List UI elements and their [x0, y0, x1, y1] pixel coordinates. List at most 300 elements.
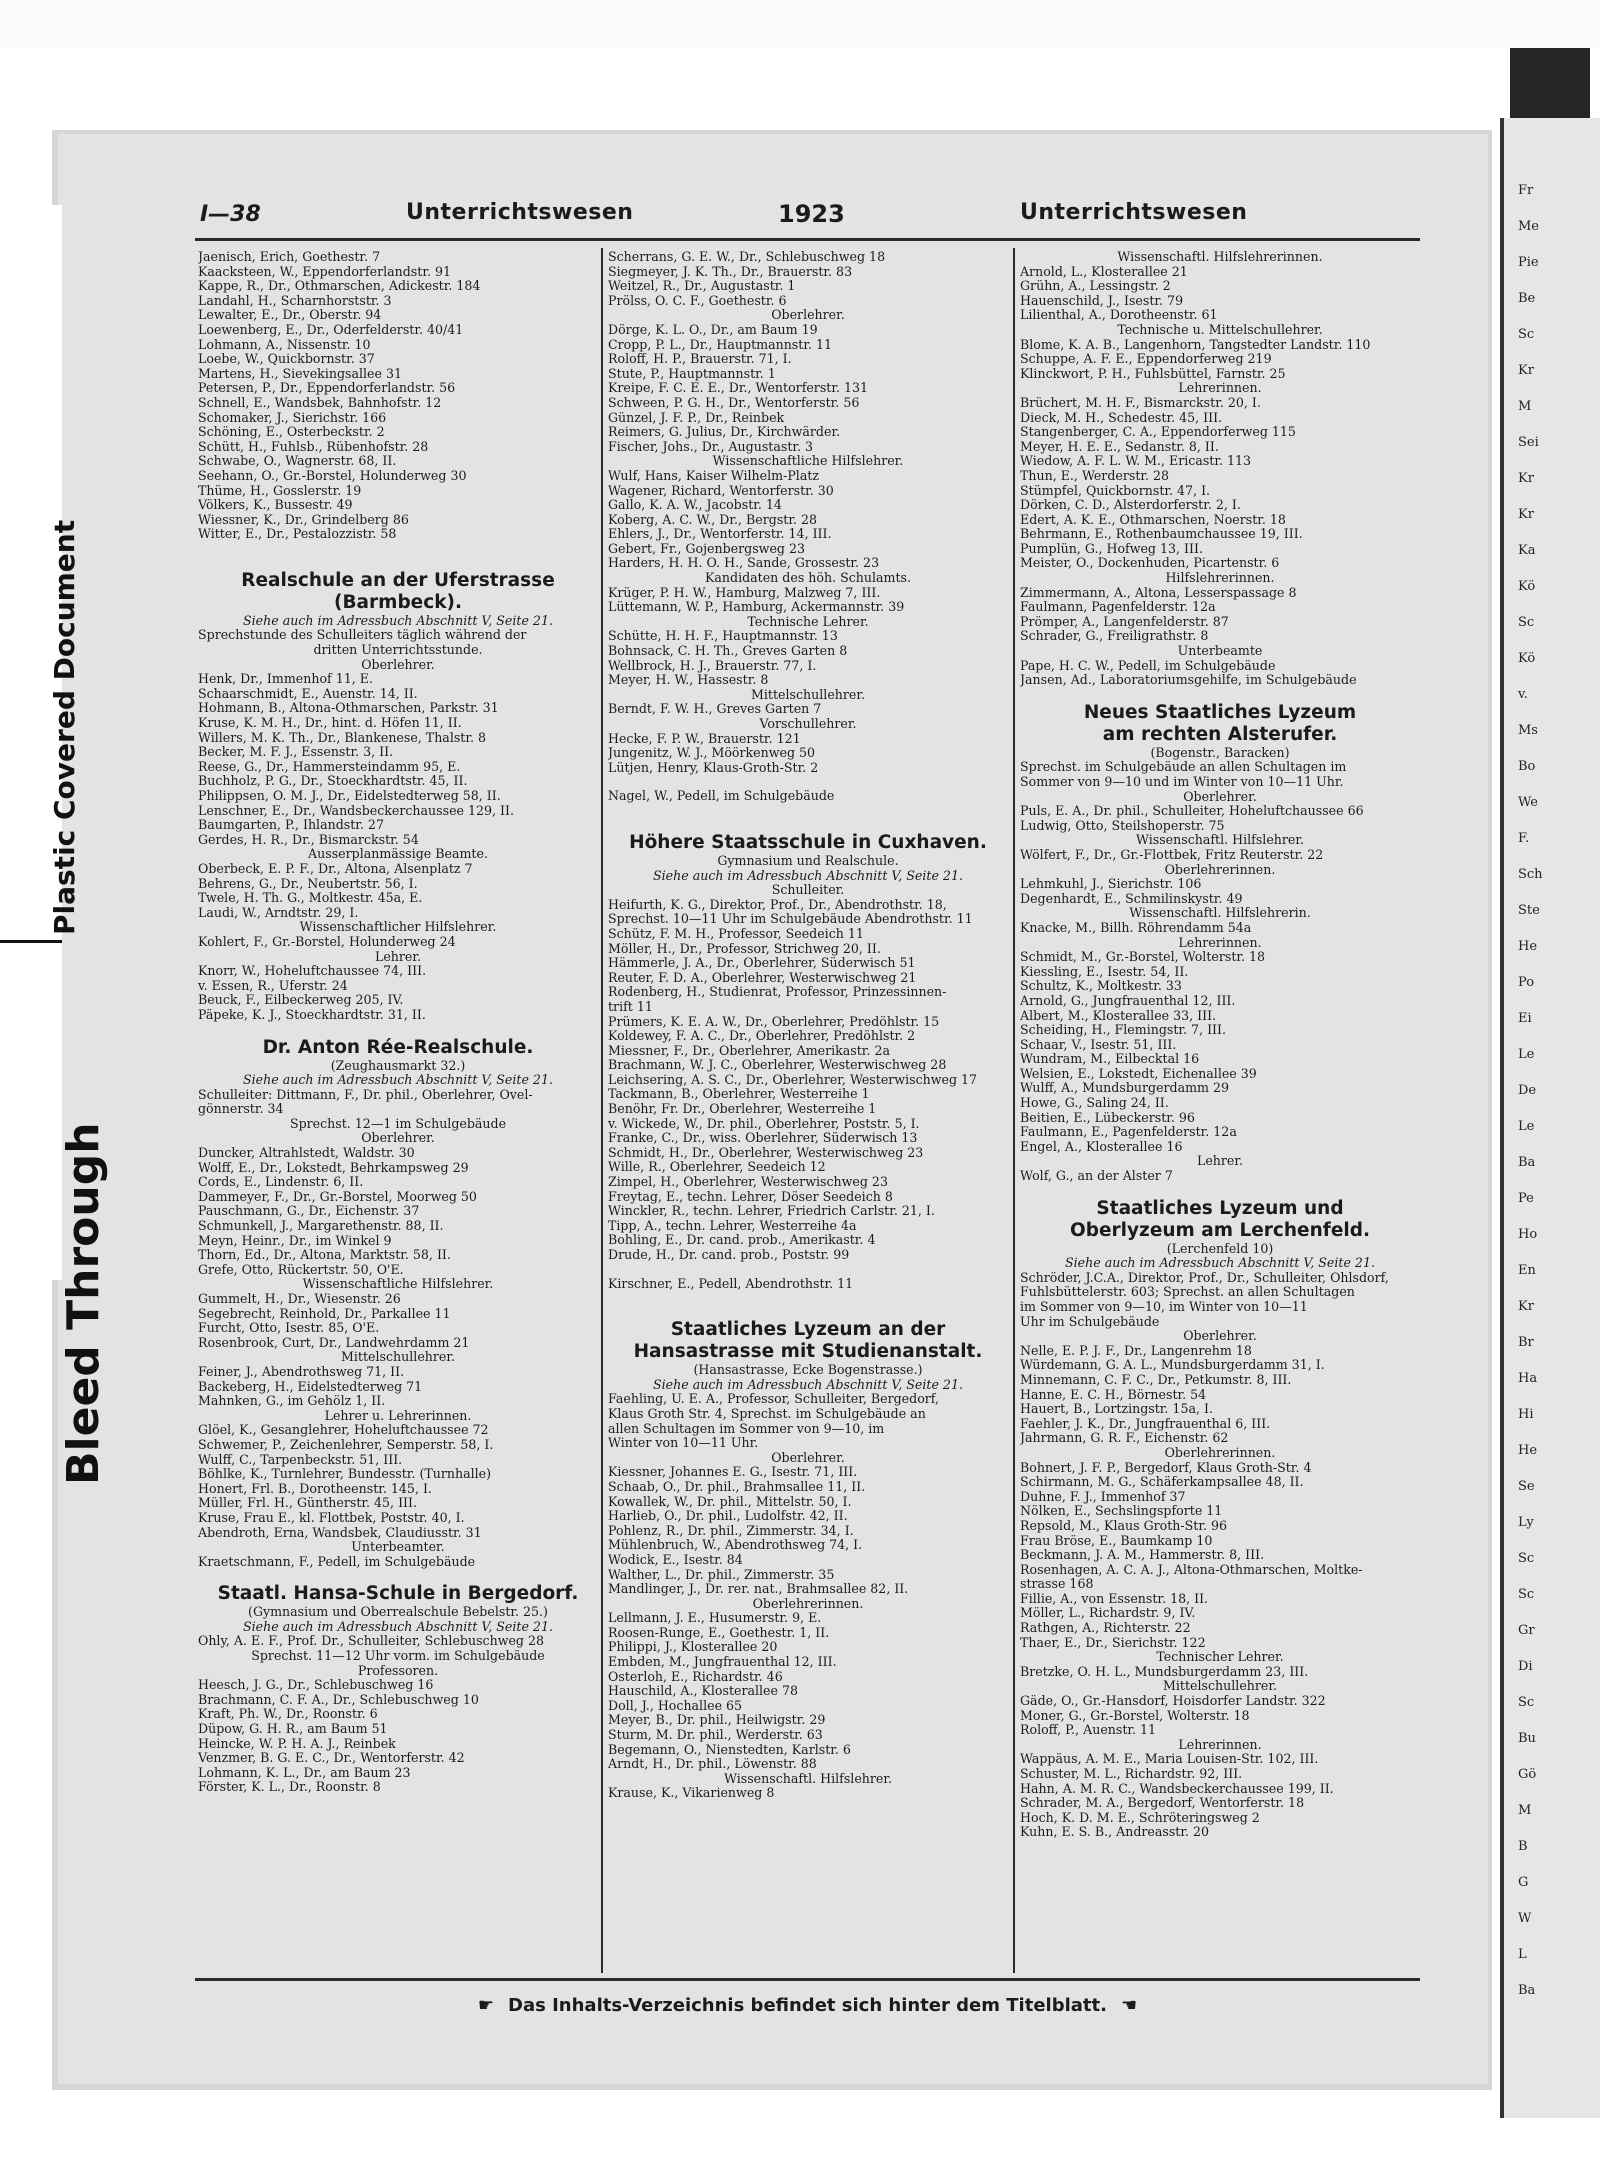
school-heading-cont: am rechten Alsterufer. — [1102, 723, 1338, 745]
entry-line: Völkers, K., Bussestr. 49 — [198, 498, 353, 513]
next-page-fragment: Bu — [1518, 1731, 1536, 1746]
entry-line: Drude, H., Dr. cand. prob., Poststr. 99 — [608, 1248, 850, 1262]
entry-line: Krüger, P. H. W., Hamburg, Malzweg 7, III. — [608, 585, 881, 600]
entry-line: Uhr im Schulgebäude — [1020, 1314, 1160, 1329]
section-label: Oberlehrer. — [361, 656, 435, 672]
entry-line: Sprechst. 10—11 Uhr im Schulgebäude Abendrothstr. 11 — [608, 912, 973, 927]
entry-line: Repsold, M., Klaus Groth-Str. 96 — [1020, 1518, 1228, 1533]
entry-line: Müller, Frl. H., Güntherstr. 45, III. — [198, 1496, 417, 1511]
section-label: Lehrerinnen. — [1178, 1736, 1262, 1752]
entry-line: Pumplün, G., Hofweg 13, III. — [1020, 541, 1203, 556]
entry-line: Dörken, C. D., Alsterdorferstr. 2, I. — [1020, 498, 1241, 513]
entry-line: Beuck, F., Eilbeckerweg 205, IV. — [198, 993, 404, 1008]
header-title-left: Unterrichtswesen — [406, 200, 634, 225]
school-heading: Höhere Staatsschule in Cuxhaven. — [629, 831, 987, 853]
entry-line: Duhne, F. J., Immenhof 37 — [1020, 1489, 1186, 1504]
side-label-divider — [0, 940, 62, 943]
entry-line: Arndt, H., Dr. phil., Löwenstr. 88 — [608, 1757, 817, 1772]
next-page-fragment: Di — [1518, 1659, 1533, 1674]
entry-line: Heifurth, K. G., Direktor, Prof., Dr., Abendrothstr. 18, — [608, 897, 947, 912]
entry-line: v. Essen, R., Uferstr. 24 — [198, 978, 348, 993]
next-page-fragment: Po — [1518, 975, 1535, 990]
entry-line: Blome, K. A. B., Langenhorn, Tangstedter Landstr. 110 — [1020, 337, 1371, 352]
section-label: Lehrer. — [1196, 1153, 1244, 1169]
next-page-fragment: Br — [1518, 1335, 1534, 1350]
plastic-covered-label — [4, 405, 81, 935]
next-page-fragment: Pe — [1518, 1191, 1534, 1206]
section-label: Lehrer. — [374, 948, 422, 964]
entry-line: Fillie, A., von Essenstr. 18, II. — [1020, 1591, 1209, 1606]
spacer — [608, 775, 1008, 789]
entry-line: Behrmann, E., Rothenbaumchaussee 19, III. — [1020, 527, 1303, 542]
entry-line: Wulff, A., Mundsburgerdamm 29 — [1020, 1081, 1230, 1096]
entry-line: Knorr, W., Hoheluftchaussee 74, III. — [198, 964, 427, 979]
section-label: Schulleiter. — [771, 882, 845, 898]
entry-line: Prömper, A., Langenfelderstr. 87 — [1020, 614, 1229, 629]
entry-line: Thun, E., Werderstr. 28 — [1020, 468, 1170, 483]
entry-line: Duncker, Altrahlstedt, Waldstr. 30 — [198, 1146, 415, 1161]
entry-line: Hohmann, B., Altona-Othmarschen, Parkstr. 31 — [198, 701, 499, 716]
entry-line: Koberg, A. C. W., Dr., Bergstr. 28 — [608, 512, 818, 527]
entry-line: Kaacksteen, W., Eppendorferlandstr. 91 — [198, 264, 451, 279]
entry-line: Wappäus, A. M. E., Maria Louisen-Str. 102, III. — [1020, 1752, 1319, 1767]
entry-line: Walther, L., Dr. phil., Zimmerstr. 35 — [608, 1567, 835, 1582]
entry-line: Schrader, M. A., Bergedorf, Wentorferstr. 18 — [1020, 1796, 1305, 1811]
next-page-fragment: Ka — [1518, 543, 1536, 558]
entry-line: Miessner, F., Dr., Oberlehrer, Amerikastr. 2a — [608, 1043, 890, 1058]
side-label-panel — [0, 205, 109, 1485]
entry-line: Baumgarten, P., Ihlandstr. 27 — [198, 818, 384, 833]
entry-line: Stümpfel, Quickbornstr. 47, I. — [1020, 483, 1211, 498]
section-label: Lehrerinnen. — [1178, 380, 1262, 396]
section-label: Oberlehrer. — [1183, 788, 1257, 804]
section-label: Professoren. — [357, 1662, 439, 1678]
entry-line: Wodick, E., Isestr. 84 — [608, 1552, 743, 1567]
entry-line: Reimers, G. Julius, Dr., Kirchwärder. — [608, 425, 841, 440]
entry-line: Kraft, Ph. W., Dr., Roonstr. 6 — [198, 1707, 378, 1722]
section-label: Ausserplanmässige Beamte. — [308, 846, 488, 862]
entry-line: Lohmann, A., Nissenstr. 10 — [198, 337, 371, 352]
entry-line: Heincke, W. P. H. A. J., Reinbek — [198, 1736, 396, 1751]
entry-line: Heesch, J. G., Dr., Schlebuschweg 16 — [198, 1678, 434, 1693]
next-page-fragment: Se — [1518, 1479, 1535, 1494]
column-divider-1 — [601, 248, 603, 1973]
entry-line: Pauschmann, G., Dr., Eichenstr. 37 — [198, 1204, 420, 1219]
entry-line: Lütjen, Henry, Klaus-Groth-Str. 2 — [608, 760, 819, 775]
entry-line: Klinckwort, P. H., Fuhlsbüttel, Farnstr. 25 — [1020, 366, 1286, 381]
school-heading: Realschule an der Uferstrasse — [241, 569, 555, 591]
next-page-fragment: Ly — [1518, 1515, 1534, 1530]
entry-line: Jansen, Ad., Laboratoriumsgehilfe, im Schulgebäude — [1020, 673, 1357, 688]
column-divider-2 — [1013, 248, 1015, 1973]
next-page-fragment: He — [1518, 939, 1538, 954]
entry-line: Schmidt, M., Gr.-Borstel, Wolterstr. 18 — [1020, 950, 1266, 965]
entry-line: gönnerstr. 34 — [198, 1102, 284, 1117]
section-label: (Zeughausmarkt 32.) — [330, 1057, 466, 1073]
section-label: (Hansastrasse, Ecke Bogenstrasse.) — [693, 1362, 923, 1378]
school-heading: Staatl. Hansa-Schule in Bergedorf. — [217, 1583, 579, 1605]
school-heading-cont: Oberlyzeum am Lerchenfeld. — [1070, 1219, 1370, 1241]
entry-line: Kohlert, F., Gr.-Borstel, Holunderweg 24 — [198, 934, 456, 949]
entry-line: Lenschner, E., Dr., Wandsbeckerchaussee 129, II. — [198, 803, 514, 818]
spacer — [608, 804, 1008, 818]
entry-line: Kowallek, W., Dr. phil., Mittelstr. 50, I. — [608, 1494, 852, 1509]
section-label: Mittelschullehrer. — [1163, 1678, 1277, 1694]
section-label: Technische u. Mittelschullehrer. — [1117, 321, 1323, 337]
section-label: Oberlehrer. — [1183, 1328, 1257, 1344]
entry-line: Jungenitz, W. J., Möörkenweg 50 — [608, 746, 816, 761]
entry-line: Furcht, Otto, Isestr. 85, O'E. — [198, 1321, 380, 1336]
next-page-fragment: Be — [1518, 291, 1536, 306]
pointing-hand-left-icon: ☚ — [1120, 1995, 1138, 2016]
entry-line: Zimmermann, A., Altona, Lesserspassage 8 — [1020, 585, 1297, 600]
entry-line: Minnemann, C. F. C., Dr., Petkumstr. 8, III. — [1020, 1372, 1292, 1387]
entry-line: Schöning, E., Osterbeckstr. 2 — [198, 425, 385, 440]
entry-line: Arnold, L., Klosterallee 21 — [1020, 264, 1188, 279]
next-page-fragment: Sc — [1518, 1587, 1535, 1602]
section-label: Technischer Lehrer. — [1156, 1649, 1284, 1665]
entry-line: Kiessner, Johannes E. G., Isestr. 71, III. — [608, 1465, 858, 1480]
entry-line: Bohling, E., Dr. cand. prob., Amerikastr. 4 — [608, 1233, 876, 1248]
section-label: Technische Lehrer. — [747, 613, 869, 629]
next-page-fragment: Sei — [1518, 435, 1539, 450]
next-page-fragment: Sc — [1518, 615, 1535, 630]
next-page-fragment: Fr — [1518, 183, 1534, 198]
next-page-fragment: B — [1518, 1839, 1528, 1854]
entry-line: Behrens, G., Dr., Neubertstr. 56, I. — [198, 876, 418, 891]
entry-line: Päpeke, K. J., Stoeckhardtstr. 31, II. — [198, 1007, 426, 1022]
entry-line: Winckler, R., techn. Lehrer, Friedrich Carlstr. 21, I. — [608, 1204, 935, 1219]
next-page-fragment: v. — [1518, 687, 1528, 702]
entry-line: Beitien, E., Lübeckerstr. 96 — [1020, 1110, 1195, 1125]
section-label: (Bogenstr., Baracken) — [1150, 744, 1290, 760]
entry-line: Schuster, M. L., Richardstr. 92, III. — [1020, 1767, 1243, 1781]
entry-line: Schmunkell, J., Margarethenstr. 88, II. — [198, 1219, 444, 1234]
entry-line: Henk, Dr., Immenhof 11, E. — [198, 672, 373, 687]
entry-line: Philippi, J., Klosterallee 20 — [608, 1640, 778, 1655]
entry-line: strasse 168 — [1020, 1577, 1094, 1592]
section-label: Oberlehrer. — [771, 307, 845, 323]
entry-line: Thorn, Ed., Dr., Altona, Marktstr. 58, II. — [198, 1248, 451, 1263]
entry-line: Mühlenbruch, W., Abendrothsweg 74, I. — [608, 1538, 863, 1553]
entry-line: Schween, P. G. H., Dr., Wentorferstr. 56 — [608, 395, 860, 410]
section-label: Unterbeamter. — [351, 1539, 445, 1555]
next-page-fragment: Me — [1518, 219, 1540, 234]
entry-line: Rosenhagen, A. C. A. J., Altona-Othmarschen, Moltke- — [1020, 1562, 1363, 1577]
entry-line: Böhlke, K., Turnlehrer, Bundesstr. (Turnhalle) — [198, 1467, 492, 1482]
entry-line: Puls, E. A., Dr. phil., Schulleiter, Hoheluftchaussee 66 — [1020, 804, 1364, 819]
entry-line: Abendroth, Erna, Wandsbek, Claudiusstr. 31 — [198, 1525, 482, 1540]
entry-line: Lilienthal, A., Dorotheenstr. 61 — [1020, 308, 1218, 323]
entry-line: Sprechst. im Schulgebäude an allen Schultagen im — [1020, 760, 1347, 775]
entry-line: Bohnert, J. F. P., Bergedorf, Klaus Groth-Str. 4 — [1020, 1460, 1312, 1475]
column-3 — [1020, 250, 1420, 1975]
entry-line: Dieck, M. H., Schedestr. 45, III. — [1020, 410, 1223, 425]
entry-line: Schirmann, M. G., Schäferkampsallee 48, II. — [1020, 1475, 1304, 1490]
school-heading: Staatliches Lyzeum und — [1096, 1197, 1344, 1219]
entry-line: Pohlenz, R., Dr. phil., Zimmerstr. 34, I. — [608, 1523, 854, 1538]
next-page-fragment: Kr — [1518, 1299, 1534, 1314]
cross-reference: Siehe auch im Adressbuch Abschnitt V, Seite 21. — [1065, 1255, 1375, 1271]
entry-line: Schaar, V., Isestr. 51, III. — [1020, 1037, 1177, 1052]
entry-line: Meyer, H. E. E., Sedanstr. 8, II. — [1020, 439, 1219, 454]
entry-line: Würdemann, G. A. L., Mundsburgerdamm 31, I. — [1020, 1358, 1325, 1373]
entry-line: Siegmeyer, J. K. Th., Dr., Brauerstr. 83 — [608, 264, 853, 279]
entry-line: Brachmann, C. F. A., Dr., Schlebuschweg 10 — [198, 1692, 479, 1707]
entry-line: Mahnken, G., im Gehölz 1, II. — [198, 1394, 386, 1409]
entry-line: Kiessling, E., Isestr. 54, II. — [1020, 964, 1189, 979]
entry-line: Jahrmann, G. R. F., Eichenstr. 62 — [1020, 1431, 1229, 1446]
entry-line: Lellmann, J. E., Husumerstr. 9, E. — [608, 1611, 822, 1626]
entry-line: im Sommer von 9—10, im Winter von 10—11 — [1020, 1300, 1308, 1314]
entry-line: Loebe, W., Quickbornstr. 37 — [198, 352, 375, 367]
cross-reference: Siehe auch im Adressbuch Abschnitt V, Seite 21. — [653, 1376, 963, 1392]
entry-line: Harlieb, O., Dr. phil., Ludolfstr. 42, II. — [608, 1509, 848, 1524]
entry-line: Feiner, J., Abendrothsweg 71, II. — [198, 1364, 405, 1379]
entry-line: Ohly, A. E. F., Prof. Dr., Schulleiter, Schlebuschweg 28 — [198, 1634, 545, 1649]
page-header — [200, 198, 1420, 234]
section-label: Wissenschaftl. Hilfslehrer. — [1136, 832, 1304, 848]
footer-note — [190, 1995, 1425, 2016]
entry-line: Thüme, H., Gosslerstr. 19 — [198, 483, 362, 498]
entry-line: Thaer, E., Dr., Sierichstr. 122 — [1020, 1635, 1206, 1650]
entry-line: Loewenberg, E., Dr., Oderfelderstr. 40/41 — [198, 322, 464, 337]
entry-line: Schulleiter: Dittmann, F., Dr. phil., Oberlehrer, Övel- — [198, 1087, 533, 1102]
section-label: Oberlehrerinnen. — [1164, 861, 1276, 877]
entry-line: Scherrans, G. E. W., Dr., Schlebuschweg 18 — [608, 250, 886, 264]
entry-line: Sprechstunde des Schulleiters täglich während der — [198, 628, 527, 643]
school-heading: Dr. Anton Rée-Realschule. — [262, 1036, 534, 1058]
next-page-fragment: Sc — [1518, 327, 1535, 342]
entry-line: trift 11 — [608, 999, 653, 1014]
entry-line: Petersen, P., Dr., Eppendorferlandstr. 56 — [198, 381, 456, 396]
entry-line: Seehann, O., Gr.-Borstel, Holunderweg 30 — [198, 468, 467, 483]
cross-reference: Siehe auch im Adressbuch Abschnitt V, Seite 21. — [243, 1072, 553, 1088]
entry-line: Wellbrock, H. J., Brauerstr. 77, I. — [608, 658, 817, 673]
entry-line: Hämmerle, J. A., Dr., Oberlehrer, Süderwisch 51 — [608, 956, 916, 971]
entry-line: Wolff, E., Dr., Lokstedt, Behrkampsweg 29 — [198, 1160, 469, 1175]
entry-line: Ehlers, J., Dr., Wentorferstr. 14, III. — [608, 527, 832, 542]
entry-line: Roloff, P., Auenstr. 11 — [1020, 1723, 1157, 1738]
entry-line: Begemann, O., Nienstedten, Karlstr. 6 — [608, 1742, 851, 1757]
next-page-fragment: Ste — [1518, 903, 1540, 918]
entry-line: Reuter, F. D. A., Oberlehrer, Westerwischweg 21 — [608, 970, 917, 985]
entry-line: Landahl, H., Scharnhorststr. 3 — [198, 293, 392, 308]
entry-line: Faehler, J. K., Dr., Jungfrauenthal 6, III. — [1020, 1416, 1271, 1431]
entry-line: Wulf, Hans, Kaiser Wilhelm-Platz — [608, 468, 820, 483]
entry-line: Schaarschmidt, E., Auenstr. 14, II. — [198, 686, 418, 701]
section-label: Mittelschullehrer. — [341, 1349, 455, 1365]
next-page-fragment: Le — [1518, 1047, 1535, 1062]
entry-line: Günzel, J. F. P., Dr., Reinbek — [608, 410, 785, 425]
cross-reference: Siehe auch im Adressbuch Abschnitt V, Seite 21. — [243, 612, 553, 628]
entry-line: Koldewey, F. A. C., Dr., Oberlehrer, Predöhlstr. 2 — [608, 1029, 916, 1044]
next-page-fragment: Ba — [1518, 1155, 1536, 1170]
entry-line: Gerdes, H. R., Dr., Bismarckstr. 54 — [198, 832, 419, 847]
entry-line: Grühn, A., Lessingstr. 2 — [1020, 279, 1171, 294]
footer-rule — [195, 1978, 1420, 1981]
entry-line: Meyn, Heinr., Dr., im Winkel 9 — [198, 1233, 392, 1248]
entry-line: Wille, R., Oberlehrer, Seedeich 12 — [608, 1160, 826, 1175]
entry-line: Zimpel, H., Oberlehrer, Westerwischweg 23 — [608, 1175, 888, 1190]
entry-line: Rodenberg, H., Studienrat, Professor, Prinzessinnen- — [608, 985, 947, 1000]
next-page-fragment: G — [1518, 1875, 1529, 1890]
school-heading: Staatliches Lyzeum an der — [670, 1319, 946, 1341]
entry-line: Howe, G., Saling 24, II. — [1020, 1096, 1169, 1111]
entry-line: Faulmann, Pagenfelderstr. 12a — [1020, 600, 1216, 615]
entry-line: Förster, K. L., Dr., Roonstr. 8 — [198, 1780, 381, 1795]
next-page-fragment: Le — [1518, 1119, 1535, 1134]
entry-line: Albert, M., Klosterallee 33, III. — [1020, 1008, 1217, 1023]
entry-line: Leichsering, A. S. C., Dr., Oberlehrer, Westerwischweg 17 — [608, 1072, 978, 1087]
next-page-fragment: Gö — [1518, 1767, 1537, 1782]
entry-line: Berndt, F. W. H., Greves Garten 7 — [608, 702, 822, 717]
entry-line: Mandlinger, J., Dr. rer. nat., Brahmsallee 82, II. — [608, 1582, 909, 1597]
entry-line: Frau Bröse, E., Baumkamp 10 — [1020, 1533, 1213, 1548]
entry-line: Willers, M. K. Th., Dr., Blankenese, Thalstr. 8 — [198, 730, 487, 745]
entry-line: Rosenbrook, Curt, Dr., Landwehrdamm 21 — [198, 1335, 470, 1350]
entry-line: Schwemer, P., Zeichenlehrer, Semperstr. 58, I. — [198, 1437, 494, 1452]
entry-line: Venzmer, B. G. E. C., Dr., Wentorferstr. 42 — [198, 1751, 465, 1766]
entry-line: Gummelt, H., Dr., Wiesenstr. 26 — [198, 1292, 401, 1306]
entry-line: Schaab, O., Dr. phil., Brahmsallee 11, II. — [608, 1479, 866, 1494]
entry-line: Ludwig, Otto, Steilshoperstr. 75 — [1020, 818, 1225, 833]
entry-line: Faehling, U. E. A., Professor, Schulleiter, Bergedorf, — [608, 1392, 940, 1407]
section-label: Wissenschaftliche Hilfslehrer. — [712, 453, 904, 469]
school-heading: Neues Staatliches Lyzeum — [1083, 701, 1357, 723]
section-label: Oberlehrer. — [771, 1449, 845, 1465]
entry-line: Nagel, W., Pedell, im Schulgebäude — [608, 789, 835, 804]
next-page-fragment: Ms — [1518, 723, 1538, 738]
entry-line: Prümers, K. E. A. W., Dr., Oberlehrer, Predöhlstr. 15 — [608, 1014, 940, 1029]
entry-line: Franke, C., Dr., wiss. Oberlehrer, Süderwisch 13 — [608, 1131, 918, 1146]
entry-line: Witter, E., Dr., Pestalozzistr. 58 — [198, 527, 397, 542]
entry-line: Weitzel, R., Dr., Augustastr. 1 — [608, 279, 796, 294]
entry-line: Kappe, R., Dr., Othmarschen, Adickestr. 184 — [198, 279, 481, 294]
section-label: (Gymnasium und Oberrealschule Bebelstr. 25.) — [248, 1604, 548, 1620]
entry-line: Hecke, F. P. W., Brauerstr. 121 — [608, 731, 801, 746]
entry-line: Meyer, B., Dr. phil., Heilwigstr. 29 — [608, 1713, 826, 1728]
entry-line: Sommer von 9—10 und im Winter von 10—11 Uhr. — [1020, 775, 1344, 789]
entry-line: Krause, K., Vikarienweg 8 — [608, 1786, 775, 1801]
section-label: Lehrerinnen. — [1178, 934, 1262, 950]
entry-line: Beckmann, J. A. M., Hammerstr. 8, III. — [1020, 1548, 1265, 1563]
entry-line: Wagener, Richard, Wentorferstr. 30 — [608, 483, 834, 498]
entry-line: Buchholz, P. G., Dr., Stoeckhardtstr. 45, II. — [198, 774, 468, 789]
entry-line: Möller, L., Richardstr. 9, IV. — [1020, 1606, 1196, 1621]
entry-line: Dörge, K. L. O., Dr., am Baum 19 — [608, 322, 818, 337]
entry-line: Gäde, O., Gr.-Hansdorf, Hoisdorfer Landstr. 322 — [1020, 1694, 1326, 1709]
cross-reference: Siehe auch im Adressbuch Abschnitt V, Seite 21. — [243, 1618, 553, 1634]
entry-line: Kirschner, E., Pedell, Abendrothstr. 11 — [608, 1276, 854, 1291]
entry-line: Stangenberger, C. A., Eppendorferweg 115 — [1020, 425, 1296, 440]
entry-line: Nölken, E., Sechslingspforte 11 — [1020, 1504, 1223, 1519]
column-2 — [608, 250, 1008, 1975]
entry-line: Prölss, O. C. F., Goethestr. 6 — [608, 293, 787, 308]
entry-line: Wundram, M., Eilbecktal 16 — [1020, 1052, 1200, 1067]
entry-line: Schmidt, H., Dr., Oberlehrer, Westerwischweg 23 — [608, 1145, 924, 1160]
next-page-fragment: En — [1518, 1263, 1536, 1278]
entry-line: Hoch, K. D. M. E., Schröteringsweg 2 — [1020, 1810, 1260, 1825]
entry-line: Cropp, P. L., Dr., Hauptmannstr. 11 — [608, 337, 832, 352]
entry-line: v. Wickede, W., Dr. phil., Oberlehrer, Poststr. 5, I. — [608, 1116, 920, 1131]
next-page-fragment: M — [1518, 399, 1532, 414]
entry-line: Pape, H. C. W., Pedell, im Schulgebäude — [1020, 658, 1276, 673]
binding-shadow — [1510, 48, 1590, 118]
entry-line: Brachmann, W. J. C., Oberlehrer, Westerwischweg 28 — [608, 1058, 947, 1073]
entry-line: Fischer, Johs., Dr., Augustastr. 3 — [608, 439, 814, 454]
section-label: Sprechst. 12—1 im Schulgebäude — [289, 1115, 507, 1131]
section-label: Kandidaten des höh. Schulamts. — [704, 570, 911, 586]
next-page-fragment: Bo — [1518, 759, 1536, 774]
entry-line: Scheiding, H., Flemingstr. 7, III. — [1020, 1023, 1227, 1038]
next-page-fragment: L — [1518, 1947, 1527, 1962]
entry-line: Lohmann, K. L., Dr., am Baum 23 — [198, 1765, 411, 1780]
entry-line: Backeberg, H., Eidelstedterweg 71 — [198, 1379, 423, 1394]
next-page-fragment: Hi — [1518, 1407, 1534, 1422]
entry-line: allen Schultagen im Sommer von 9—10, im — [608, 1421, 885, 1436]
entry-line: Roloff, H. P., Brauerstr. 71, I. — [608, 352, 792, 367]
entry-line: Embden, M., Jungfrauenthal 12, III. — [608, 1655, 837, 1670]
entry-line: Wiessner, K., Dr., Grindelberg 86 — [198, 512, 409, 527]
plastic-covered-text: Plastic Covered Document — [48, 519, 81, 935]
next-page-fragment: Kr — [1518, 507, 1534, 522]
entry-line: Sturm, M. Dr. phil., Werderstr. 63 — [608, 1728, 823, 1743]
entry-line: Jaenisch, Erich, Goethestr. 7 — [198, 250, 381, 264]
entry-line: Rathgen, A., Richterstr. 22 — [1020, 1621, 1191, 1636]
next-page-strip — [1500, 118, 1600, 2118]
entry-line: Lewalter, E., Dr., Oberstr. 94 — [198, 308, 382, 323]
entry-line: Hauert, B., Lortzingstr. 15a, I. — [1020, 1402, 1213, 1417]
entry-line: Stute, P., Hauptmannstr. 1 — [608, 366, 776, 381]
section-label: Lehrer u. Lehrerinnen. — [324, 1407, 472, 1423]
spacer — [608, 1263, 1008, 1277]
entry-line: Nelle, E. P. J. F., Dr., Langenrehm 18 — [1020, 1343, 1252, 1358]
scan-top-margin — [0, 0, 1600, 48]
section-label: Mittelschullehrer. — [751, 686, 865, 702]
page-number: I—38 — [200, 202, 261, 227]
entry-line: Moner, G., Gr.-Borstel, Wolterstr. 18 — [1020, 1708, 1250, 1723]
entry-line: Reese, G., Dr., Hammersteindamm 95, E. — [198, 759, 461, 774]
entry-line: Bohnsack, C. H. Th., Greves Garten 8 — [608, 644, 848, 659]
entry-line: Schütte, H. H. F., Hauptmannstr. 13 — [608, 629, 838, 644]
next-page-fragment: We — [1518, 795, 1538, 810]
section-label: Oberlehrerinnen. — [1164, 1444, 1276, 1460]
section-label: Wissenschaftliche Hilfslehrer. — [302, 1276, 494, 1292]
next-page-fragment: W — [1518, 1911, 1532, 1926]
entry-line: Schomaker, J., Sierichstr. 166 — [198, 410, 387, 425]
section-label: Wissenschaftl. Hilfslehrerin. — [1129, 905, 1311, 921]
next-page-fragment: Kr — [1518, 471, 1534, 486]
entry-line: Wolf, G., an der Alster 7 — [1020, 1169, 1173, 1184]
next-page-fragment: Pie — [1518, 255, 1539, 270]
pointing-hand-right-icon: ☛ — [477, 1995, 495, 2016]
entry-line: Möller, H., Dr., Professor, Strichweg 20, II. — [608, 941, 881, 956]
entry-line: Osterloh, E., Richardstr. 46 — [608, 1669, 783, 1684]
next-page-fragment: Kr — [1518, 363, 1534, 378]
next-page-fragment: Kö — [1518, 651, 1536, 666]
entry-line: Knacke, M., Billh. Röhrendamm 54a — [1020, 920, 1252, 935]
footer-text: Das Inhalts-Verzeichnis befindet sich hinter dem Titelblatt. — [508, 1995, 1107, 2016]
entry-line: Wulff, C., Tarpenbeckstr. 51, III. — [198, 1452, 403, 1467]
section-label: Hilfslehrerinnen. — [1165, 570, 1275, 586]
entry-line: Twele, H. Th. G., Moltkestr. 45a, E. — [198, 891, 423, 906]
spacer — [198, 542, 598, 556]
bleed-through-label — [0, 945, 109, 1485]
entry-line: Lüttemann, W. P., Hamburg, Ackermannstr. 39 — [608, 600, 905, 615]
next-page-fragment: M — [1518, 1803, 1532, 1818]
entry-line: Gallo, K. A. W., Jacobstr. 14 — [608, 498, 782, 513]
